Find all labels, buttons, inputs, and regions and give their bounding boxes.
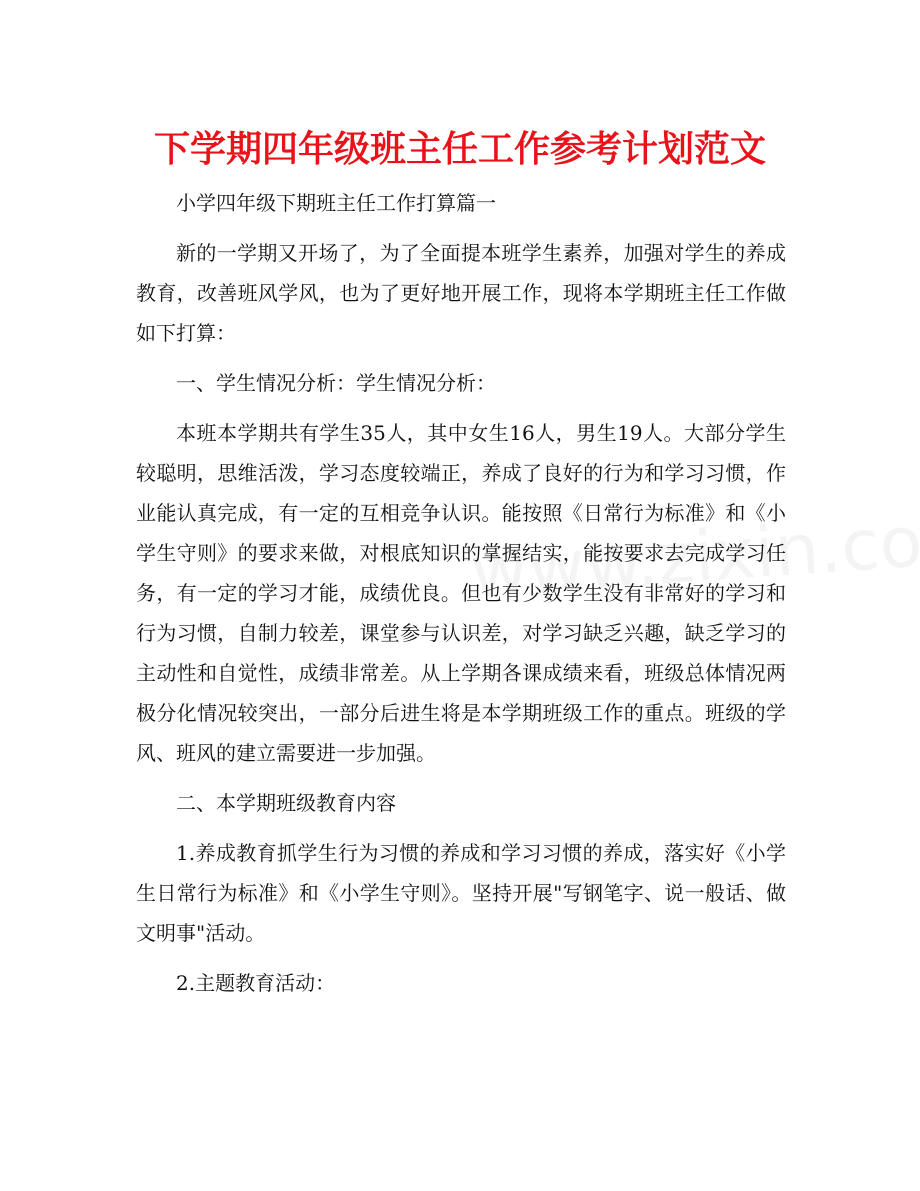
document-body: [136, 183, 786, 1013]
section-heading-3: 二、本学期班级教育内容: [176, 791, 396, 815]
section-heading-1: 小学四年级下期班主任工作打算篇一: [176, 191, 496, 215]
analysis-paragraph: 本班本学期共有学生35人，其中女生16人，男生19人。大部分学生较聪明，思维活泼，学习态度较端正，养成了良好的行为和学习习惯，作业能认真完成，有一定的互相竞争认识。能按照《日常行为标准》和《小学生守则》的要求来做，对根底知识的掌握结实，能按要求去完成学习任务，有一定的学习才能，成绩优良。但也有少数学生没有非常好的学习和行为习惯，自制力较差，课堂参与认识差，对学习缺乏兴趣，缺乏学习的主动性和自觉性，成绩非常差。从上学期各课成绩来看，班级总体情况两极分化情况较突出，一部分后进生将是本学期班级工作的重点。班级的学风、班风的建立需要进一步加强。: [136, 421, 786, 765]
section-heading-2: 一、学生情况分析：学生情况分析：: [176, 371, 496, 395]
intro-paragraph: 新的一学期又开场了，为了全面提本班学生素养，加强对学生的养成教育，改善班风学风，也为了更好地开展工作，现将本学期班主任工作做如下打算：: [136, 241, 786, 345]
theme-activity-heading: 2.主题教育活动：: [176, 971, 336, 995]
document-title: 下学期四年级班主任工作参考计划范文: [153, 129, 766, 170]
habit-paragraph: 1.养成教育抓学生行为习惯的养成和学习习惯的养成，落实好《小学生日常行为标准》和《小学生守则》。坚持开展"写钢笔字、说一般话、做文明事"活动。: [136, 841, 786, 945]
